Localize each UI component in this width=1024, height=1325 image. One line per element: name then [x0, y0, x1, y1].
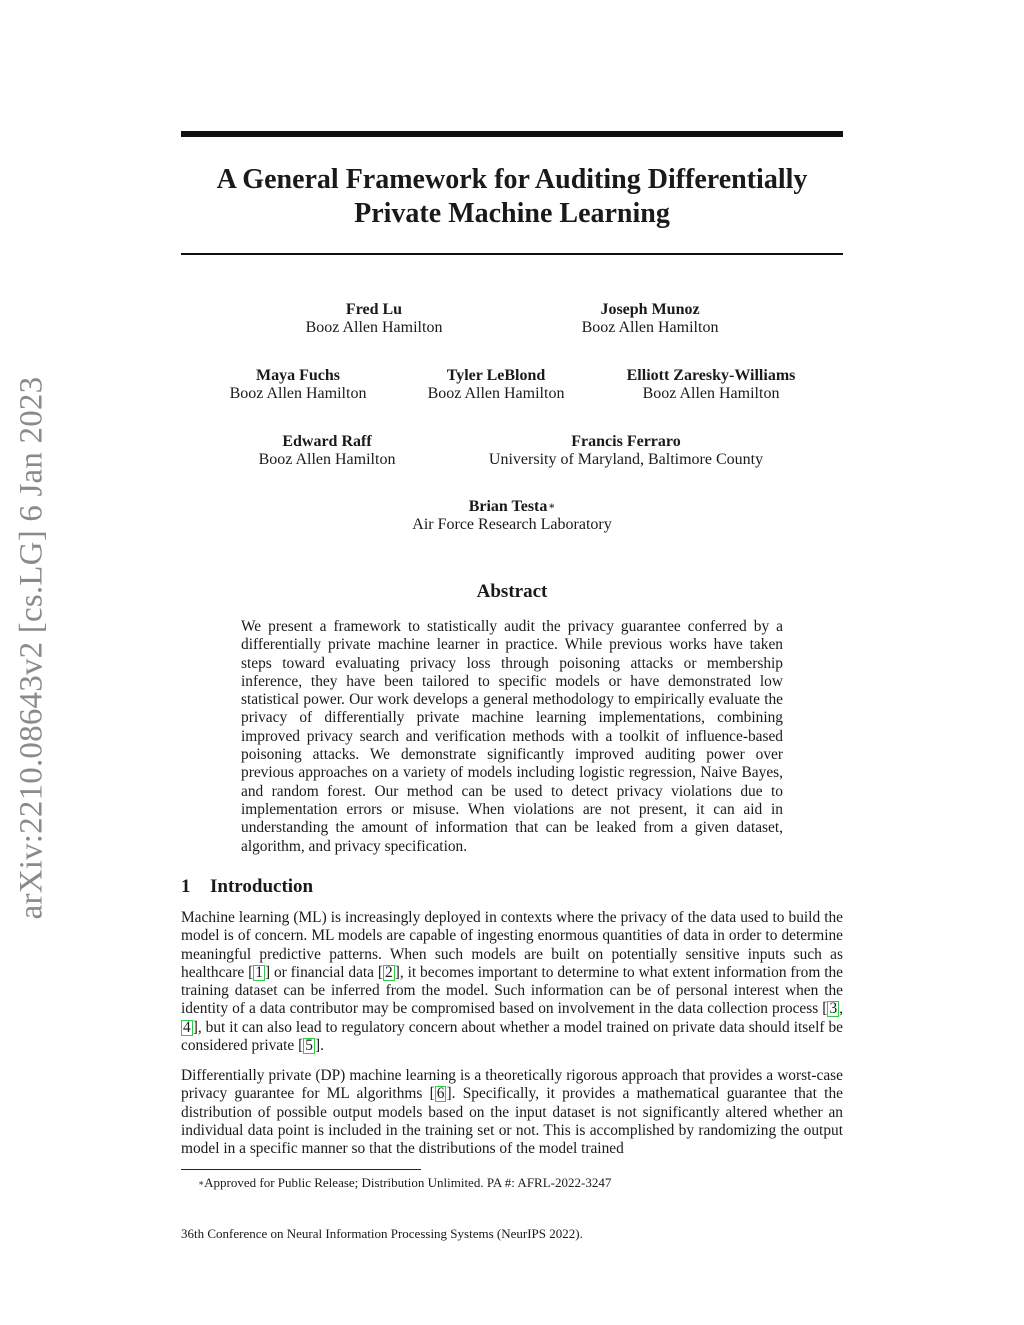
author-name: Francis Ferraro: [571, 433, 681, 450]
author-affiliation: Booz Allen Hamilton: [258, 451, 396, 468]
paragraph-text: or financial data: [270, 963, 378, 981]
footnote-text: Approved for Public Release; Distribution Unlimited. PA #: AFRL-2022-3247: [204, 1175, 612, 1190]
conference-venue: 36th Conference on Neural Information Processing Systems (NeurIPS 2022).: [181, 1226, 583, 1241]
title-line-1: A General Framework for Auditing Differentially: [216, 164, 808, 195]
author-name: Maya Fuchs: [256, 367, 340, 384]
citation-link[interactable]: 4: [183, 1018, 191, 1036]
author-affiliation: Booz Allen Hamilton: [581, 319, 719, 336]
paragraph-text: , it becomes important to determine to what extent information from the training dataset can be inferred from the model. Such information can be of personal interest when the identity of a data contributor may be compromised based on involvement in the data collection process: [181, 963, 844, 1018]
title-bottom-rule: [181, 253, 843, 255]
introduction-paragraph-1: Machine learning (ML) is increasingly deployed in contexts where the privacy of the data used to build the model is of concern. ML models are capable of ingesting enormous quantities of data in order to determine meaningful predictive patterns. When such models are built on potentially sensitive inputs such as healthcare [ 1 ] or financial data [ 2 ], it becomes important to determine to what extent information from the training dataset can be inferred from the model. Such information can be of personal interest when the identity of a data contributor may be compromised based on involvement in the data collection process [ 3 , 4 ], but it can also lead to regulatory concern about whether a model trained on private data should itself be considered private [ 5 ].: [181, 909, 844, 1055]
author-affiliation: Booz Allen Hamilton: [642, 385, 780, 402]
author-block: [561, 367, 861, 403]
paragraph-text: . Specifically, it provides a mathematical guarantee that the distribution of possible output models based on the input dataset is not significantly altered whether an individual data point is included in the training set or not. This is accomplished by randomizing the output model in a specific manner so that the distributions of the model trained: [181, 1085, 843, 1158]
title-line-2: Private Machine Learning: [354, 198, 670, 229]
footnote-rule: [181, 1169, 421, 1170]
author-name-text: Brian Testa: [468, 498, 548, 515]
author-affiliation: Booz Allen Hamilton: [305, 319, 443, 336]
section-number: 1: [181, 876, 191, 897]
introduction-paragraph-2: Differentially private (DP) machine learning is a theoretically rigorous approach that provides a worst-case privacy guarantee for ML algorithms [ 6 ]. Specifically, it provides a mathematical guarantee that the distribution of possible output models based on the input dataset is not significantly altered whether an individual data point is included in the training set or not. This is accomplished by randomizing the output model in a specific manner so that the distributions of the model trained: [181, 1067, 843, 1158]
author-name: Joseph Munoz: [600, 301, 700, 318]
paragraph-text: Differentially private (DP) machine learning is a theoretically rigorous approach that provides a worst-case privacy guarantee for ML algorithms: [181, 1067, 843, 1103]
arxiv-identifier: arXiv:2210.08643v2 [cs.LG] 6 Jan 2023: [13, 376, 50, 920]
author-affiliation: University of Maryland, Baltimore County: [488, 451, 764, 468]
citation-link[interactable]: 5: [305, 1037, 313, 1055]
footnote-mark: ∗: [198, 1178, 205, 1188]
author-block: [362, 498, 662, 534]
section-heading-introduction: [181, 875, 313, 899]
abstract-heading: Abstract: [476, 581, 548, 602]
footnote: [198, 1175, 611, 1191]
citation-link[interactable]: 6: [436, 1085, 445, 1103]
footnote-marker[interactable]: ∗: [548, 501, 556, 512]
author-name: Edward Raff: [282, 433, 372, 450]
section-title: Introduction: [210, 876, 314, 897]
author-block: [224, 301, 524, 337]
paragraph-text: .: [320, 1037, 324, 1055]
author-affiliation: Air Force Research Laboratory: [412, 516, 612, 533]
paper-title: [181, 163, 843, 231]
paragraph-text: , but it can also lead to regulatory concern about whether a model trained on private data should itself be considered private: [181, 1018, 843, 1055]
author-name: Fred Lu: [345, 301, 403, 318]
author-block: [476, 433, 776, 469]
author-name: Tyler LeBlond: [446, 367, 546, 384]
title-top-rule: [181, 131, 843, 137]
citation-link[interactable]: 3: [829, 1000, 838, 1018]
paragraph-text: Machine learning (ML) is increasingly deployed in contexts where the privacy of the data used to build the model is of concern. ML models are capable of ingesting enormous quantities of data in order to determine meaningful predictive patterns. When such models are built on potentially sensitive inputs such as healthcare: [181, 909, 843, 981]
author-block: [177, 433, 477, 469]
citation-link[interactable]: 2: [385, 963, 393, 981]
citation-link[interactable]: 1: [255, 963, 263, 981]
author-affiliation: Booz Allen Hamilton: [229, 385, 367, 402]
author-name: [362, 498, 662, 516]
author-name: Elliott Zaresky-Williams: [626, 367, 796, 384]
author-affiliation: Booz Allen Hamilton: [427, 385, 565, 402]
abstract-text: We present a framework to statistically audit the privacy guarantee conferred by a differentially private machine learner in practice. While previous works have taken steps toward evaluating privacy loss through poisoning attacks or membership inference, they have been tailored to specific models or have demonstrated low statistical power. Our work develops a general methodology to empirically evaluate the privacy of differentially private machine learning implementations, combining improved privacy search and verification methods with a toolkit of influence-based poisoning attacks. We demonstrate significantly improved auditing power over previous approaches on a variety of models including logistic regression, Naive Bayes, and random forest. Our method can be used to detect privacy violations due to implementation errors or misuse. When violations are not present, it can aid in understanding the amount of information that can be leaked from a given dataset, algorithm, and privacy specification.: [241, 618, 783, 855]
author-block: [500, 301, 800, 337]
